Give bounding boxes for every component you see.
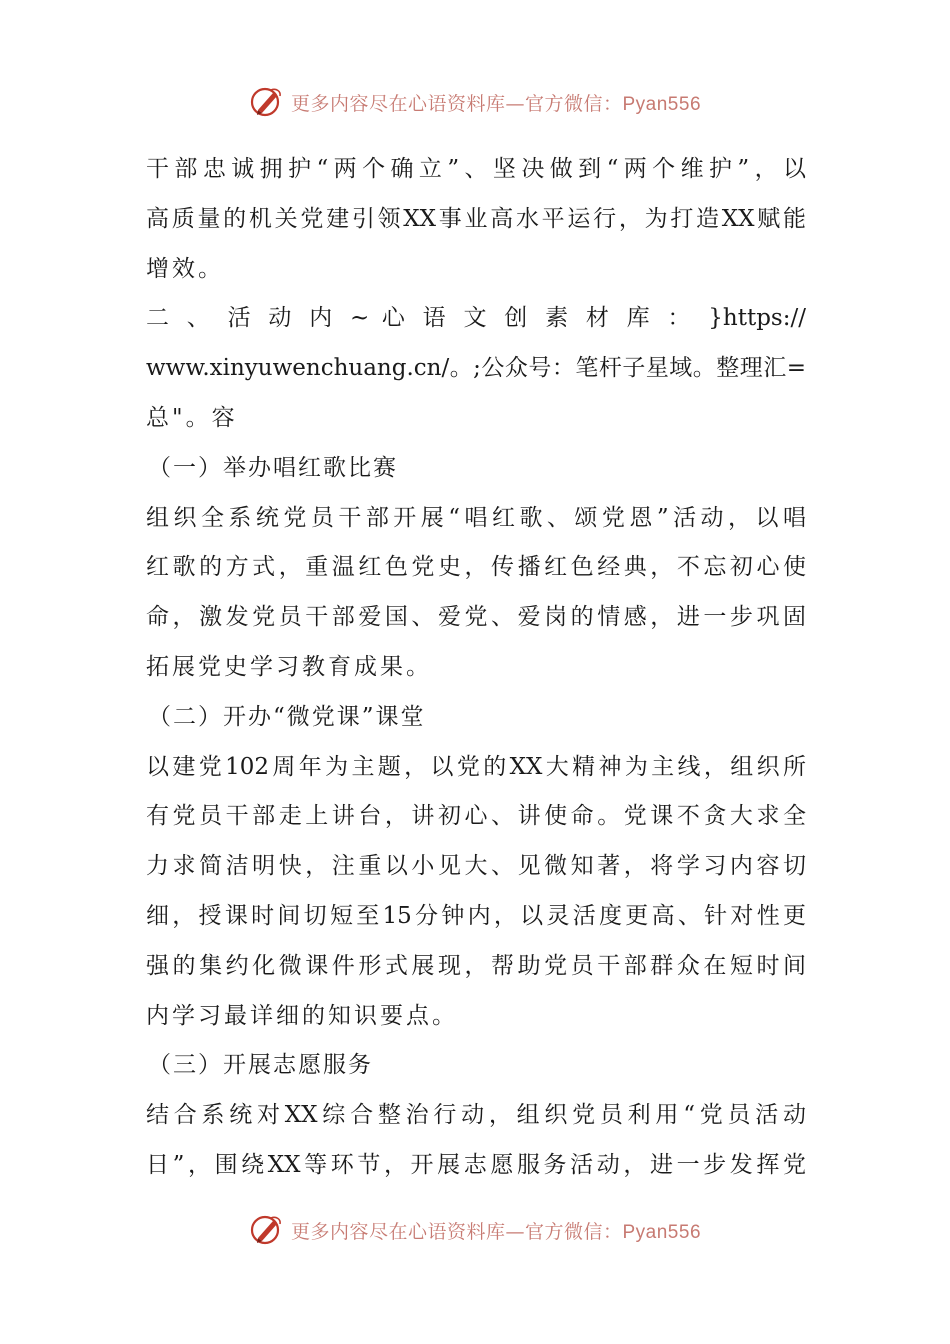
footer-watermark <box>0 1208 950 1252</box>
watermark-text: 更多内容尽在心语资料库—官方微信：Pyan556 <box>290 1220 702 1243</box>
body-line: 内学习最详细的知识要点。 <box>146 1002 458 1029</box>
body-line: 增效。 <box>146 255 224 282</box>
pen-nib-icon <box>249 84 285 120</box>
subsection-heading: （二）开办“微党课”课堂 <box>148 703 426 730</box>
body-line: 细，授课时间切短至15分钟内，以灵活度更高、针对性更 <box>146 902 806 929</box>
header-watermark <box>0 80 950 124</box>
body-line: 以建党102周年为主题，以党的XX大精神为主线，组织所 <box>146 753 806 780</box>
watermark-text: 更多内容尽在心语资料库—官方微信：Pyan556 <box>290 92 702 115</box>
body-line: 日”，围绕XX等环节，开展志愿服务活动，进一步发挥党 <box>146 1151 806 1178</box>
section-heading: 二 、 活 动 内 ~ 心 语 文 创 素 材 库 ： }https:// <box>146 305 806 332</box>
body-line: 高质量的机关党建引领XX事业高水平运行，为打造XX赋能 <box>146 205 806 232</box>
body-line: 总"。容 <box>146 404 238 431</box>
body-line: 强的集约化微课件形式展现，帮助党员干部群众在短时间 <box>146 952 806 979</box>
subsection-heading: （三）开展志愿服务 <box>148 1052 373 1079</box>
subsection-heading: （一）举办唱红歌比赛 <box>148 454 398 481</box>
wechat-id: Pyan556 <box>622 1221 702 1243</box>
wechat-id: Pyan556 <box>622 93 702 115</box>
body-line: 红歌的方式，重温红色党史，传播红色经典，不忘初心使 <box>146 554 806 581</box>
body-line: 力求简洁明快，注重以小见大、见微知著，将学习内容切 <box>146 853 806 880</box>
body-line: 拓展党史学习教育成果。 <box>146 653 432 680</box>
body-line: 有党员干部走上讲台，讲初心、讲使命。党课不贪大求全 <box>146 803 806 830</box>
body-line: 组织全系统党员干部开展“唱红歌、颂党恩”活动，以唱 <box>146 504 806 531</box>
body-line: www.xinyuwenchuang.cn/。;公众号：笔杆子星域。整理汇= <box>146 355 806 382</box>
pen-nib-icon <box>249 1212 285 1248</box>
body-line: 命，激发党员干部爱国、爱党、爱岗的情感，进一步巩固 <box>146 604 806 631</box>
document-body <box>146 145 806 1191</box>
body-line: 结合系统对XX综合整治行动，组织党员利用“党员活动 <box>146 1102 806 1129</box>
body-line: 干部忠诚拥护“两个确立”、坚决做到“两个维护”，以 <box>146 156 806 182</box>
